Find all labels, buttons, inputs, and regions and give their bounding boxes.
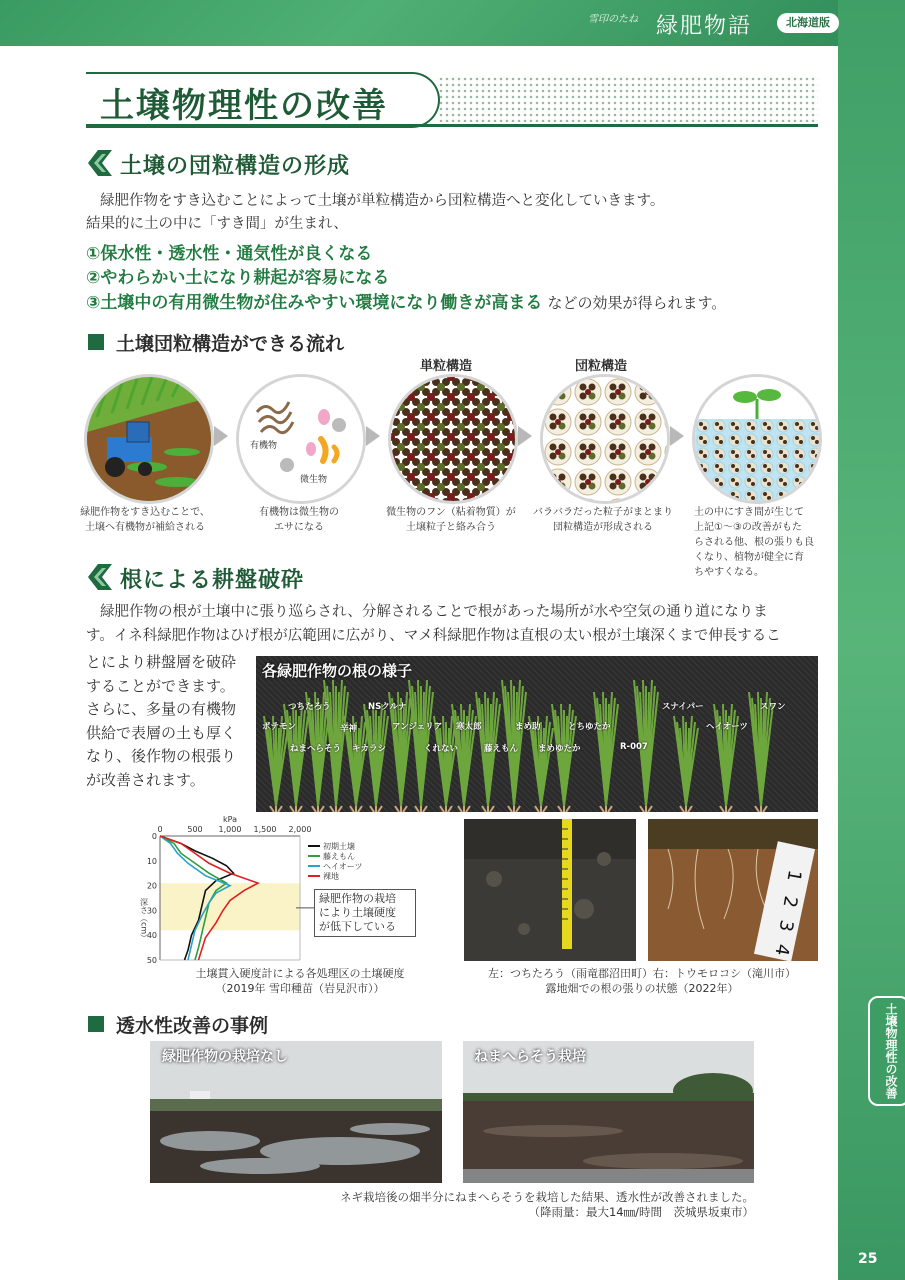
chart-caption-1: 土壌貫入硬度計による各処理区の土壌硬度 bbox=[195, 967, 405, 980]
field-caption-1: ネギ栽培後の畑半分にねまへらそうを栽培した結果、透水性が改善されました。 bbox=[340, 1190, 754, 1204]
flow-caption-4: バラバラだった粒子がまとまり 団粒構造が形成される bbox=[533, 507, 673, 533]
photo-caption-1: 左：つちたろう（雨竜郡沼田町）右：トウモロコシ（滝川市） bbox=[488, 967, 796, 980]
chevron-icon bbox=[88, 150, 112, 176]
chart-annotation: 緑肥作物の栽培 により土壌硬度 が低下している bbox=[314, 889, 416, 937]
roots-para-left-line: さらに、多量の有機物 bbox=[86, 700, 237, 718]
legend-entry: 藤えもん bbox=[323, 852, 355, 861]
flow-arrow bbox=[670, 426, 684, 446]
root-label: スナイパー bbox=[662, 702, 704, 712]
y-axis-label: 深さ（cm） bbox=[140, 898, 149, 943]
y-tick-label: 30 bbox=[146, 906, 157, 916]
roots-para-left-line: が改善されます。 bbox=[86, 770, 205, 789]
y-tick-label: 50 bbox=[146, 956, 157, 965]
label-single-structure: 単粒構造 bbox=[420, 359, 473, 374]
soil-photo-right-illustration bbox=[648, 819, 818, 961]
benefit-3: ③土壌中の有用微生物が住みやすい環境になり働きが高まる bbox=[86, 293, 543, 313]
benefit-2: ②やわらかい土になり耕起が容易になる bbox=[86, 268, 390, 288]
field-photo-right-label: ねまへらそう栽培 bbox=[474, 1049, 586, 1065]
brand-small: 雪印のたね bbox=[588, 14, 638, 25]
flow-caption-5: 土の中にすき間が生じて 上記①～③の改善がもた らされる他、根の張りも良 くなり、植物が健全に育 ちやすくなる。 bbox=[694, 507, 814, 578]
roots-para-left bbox=[86, 651, 236, 792]
root-label: つちたろう bbox=[288, 702, 331, 712]
root-label: R-007 bbox=[620, 742, 648, 752]
x-tick-label: 0 bbox=[157, 825, 163, 834]
soil-photo-left-illustration bbox=[464, 819, 636, 961]
flow-heading: 土壌団粒構造ができる流れ bbox=[116, 333, 345, 355]
x-tick-label: 1,500 bbox=[253, 825, 277, 834]
chevron-icon bbox=[88, 564, 112, 590]
svg-text:4: 4 bbox=[770, 942, 794, 958]
page-number: 25 bbox=[858, 1251, 878, 1267]
flow-arrow bbox=[214, 426, 228, 446]
y-tick-label: 0 bbox=[151, 832, 157, 841]
roots-para-left-line: なり、後作物の根張り bbox=[86, 747, 237, 765]
flow-step-4-image bbox=[540, 374, 670, 504]
benefit-3-suffix: などの効果が得られます。 bbox=[547, 294, 727, 312]
side-tab-index[interactable]: 土壌物理性の改善 bbox=[868, 996, 905, 1106]
roots-para-left-line: することができます。 bbox=[86, 676, 235, 695]
field-photo-left-label: 緑肥作物の栽培なし bbox=[162, 1049, 288, 1065]
para-2: 結果的に土の中に「すき間」が生まれ、 bbox=[86, 216, 348, 232]
flow-caption-1: 緑肥作物をすき込むことで、 土壌へ有機物が補給される bbox=[80, 507, 210, 533]
title-dot-pattern bbox=[438, 76, 818, 122]
flow-caption-3: 微生物のフン（粘着物質）が 土壌粒子と絡み合う bbox=[386, 507, 516, 533]
field-caption-2: （降雨量：最大14㎜/時間 茨城県坂東市） bbox=[528, 1205, 754, 1219]
single-grain-illustration bbox=[391, 377, 515, 501]
para-1: 緑肥作物をすき込むことによって土壌が単粒構造から団粒構造へと変化していきます。 bbox=[100, 193, 665, 209]
organic-label: 有機物 bbox=[250, 441, 278, 451]
label-aggregate-structure: 団粒構造 bbox=[575, 359, 628, 374]
roots-para-left-line: とにより耕盤層を破砕 bbox=[86, 653, 237, 671]
photo-caption-2: 露地畑での根の張りの状態（2022年） bbox=[545, 982, 739, 995]
legend-entry: 初期土壌 bbox=[323, 842, 355, 851]
root-label: まめ助 bbox=[515, 722, 541, 732]
root-label: くれない bbox=[424, 744, 459, 754]
root-label: 藤えもん bbox=[484, 744, 519, 754]
section-heading-aggregate: 土壌の団粒構造の形成 bbox=[120, 154, 351, 179]
root-label: 辛神 bbox=[340, 724, 358, 734]
flow-step-1-image bbox=[84, 374, 214, 504]
benefit-3-line bbox=[86, 288, 726, 315]
roots-para-line2: す。イネ科緑肥作物はひげ根が広範囲に広がり、マメ科緑肥作物は直根の太い根が土壌深くまで伸長するこ bbox=[86, 628, 781, 644]
x-tick-label: 2,000 bbox=[288, 825, 312, 834]
permeability-heading: 透水性改善の事例 bbox=[116, 1015, 269, 1037]
root-label: アンジェリア bbox=[392, 722, 443, 732]
benefit-1: ①保水性・透水性・通気性が良くなる bbox=[86, 244, 373, 264]
legend-entry: ヘイオーツ bbox=[323, 862, 363, 871]
y-tick-label: 20 bbox=[146, 881, 157, 891]
soil-photo-right bbox=[648, 819, 818, 961]
region-badge: 北海道版 bbox=[777, 13, 839, 33]
root-label: スワン bbox=[760, 702, 786, 712]
roots-para-line1: 緑肥作物の根が土壌中に張り巡らされ、分解されることで根があった場所が水や空気の通り道になりま bbox=[100, 604, 768, 620]
square-bullet-icon bbox=[88, 334, 104, 350]
svg-text:3: 3 bbox=[774, 918, 798, 934]
y-tick-label: 10 bbox=[146, 856, 157, 866]
root-label: 寒太郎 bbox=[456, 722, 482, 732]
x-tick-label: 500 bbox=[187, 825, 203, 834]
flow-step-5-image bbox=[692, 374, 822, 504]
x-tick-label: 1,000 bbox=[218, 825, 242, 834]
microbe-label: 微生物 bbox=[300, 475, 328, 485]
root-label: ヘイオーツ bbox=[706, 722, 748, 732]
flow-arrow bbox=[366, 426, 380, 446]
section-heading-roots: 根による耕盤破砕 bbox=[120, 568, 305, 593]
root-label: とちゆたか bbox=[568, 722, 611, 732]
root-label: NSクルナ bbox=[368, 702, 407, 712]
svg-text:2: 2 bbox=[778, 894, 802, 910]
x-axis-label: kPa bbox=[223, 815, 237, 824]
flow-caption-2: 有機物は微生物の エサになる bbox=[259, 507, 339, 533]
legend-entry: 裸地 bbox=[323, 872, 339, 881]
aggregate-illustration bbox=[543, 377, 667, 501]
brand-title: 緑肥物語 bbox=[656, 14, 753, 39]
roots-para-left-line: 供給で表層の土も厚く bbox=[86, 723, 237, 742]
svg-text:1: 1 bbox=[782, 868, 806, 884]
root-label: ポテモン bbox=[262, 722, 297, 732]
chart-caption-2: （2019年 雪印種苗（岩見沢市）） bbox=[215, 982, 385, 995]
root-label: まめゆたか bbox=[538, 744, 581, 754]
square-bullet-icon bbox=[88, 1016, 104, 1032]
header-band bbox=[0, 0, 905, 46]
page-title: 土壌物理性の改善 bbox=[100, 86, 388, 126]
tractor-field-illustration bbox=[87, 377, 211, 501]
highlight-band bbox=[160, 883, 300, 930]
root-label: ねまへらそう bbox=[290, 744, 342, 754]
flow-arrow bbox=[518, 426, 532, 446]
root-label: キカラシ bbox=[352, 744, 387, 754]
sprout-illustration bbox=[695, 377, 819, 501]
roots-photo-title: 各緑肥作物の根の様子 bbox=[262, 662, 413, 680]
y-tick-label: 40 bbox=[146, 931, 157, 941]
flow-step-3-image bbox=[388, 374, 518, 504]
soil-photo-left bbox=[464, 819, 636, 961]
